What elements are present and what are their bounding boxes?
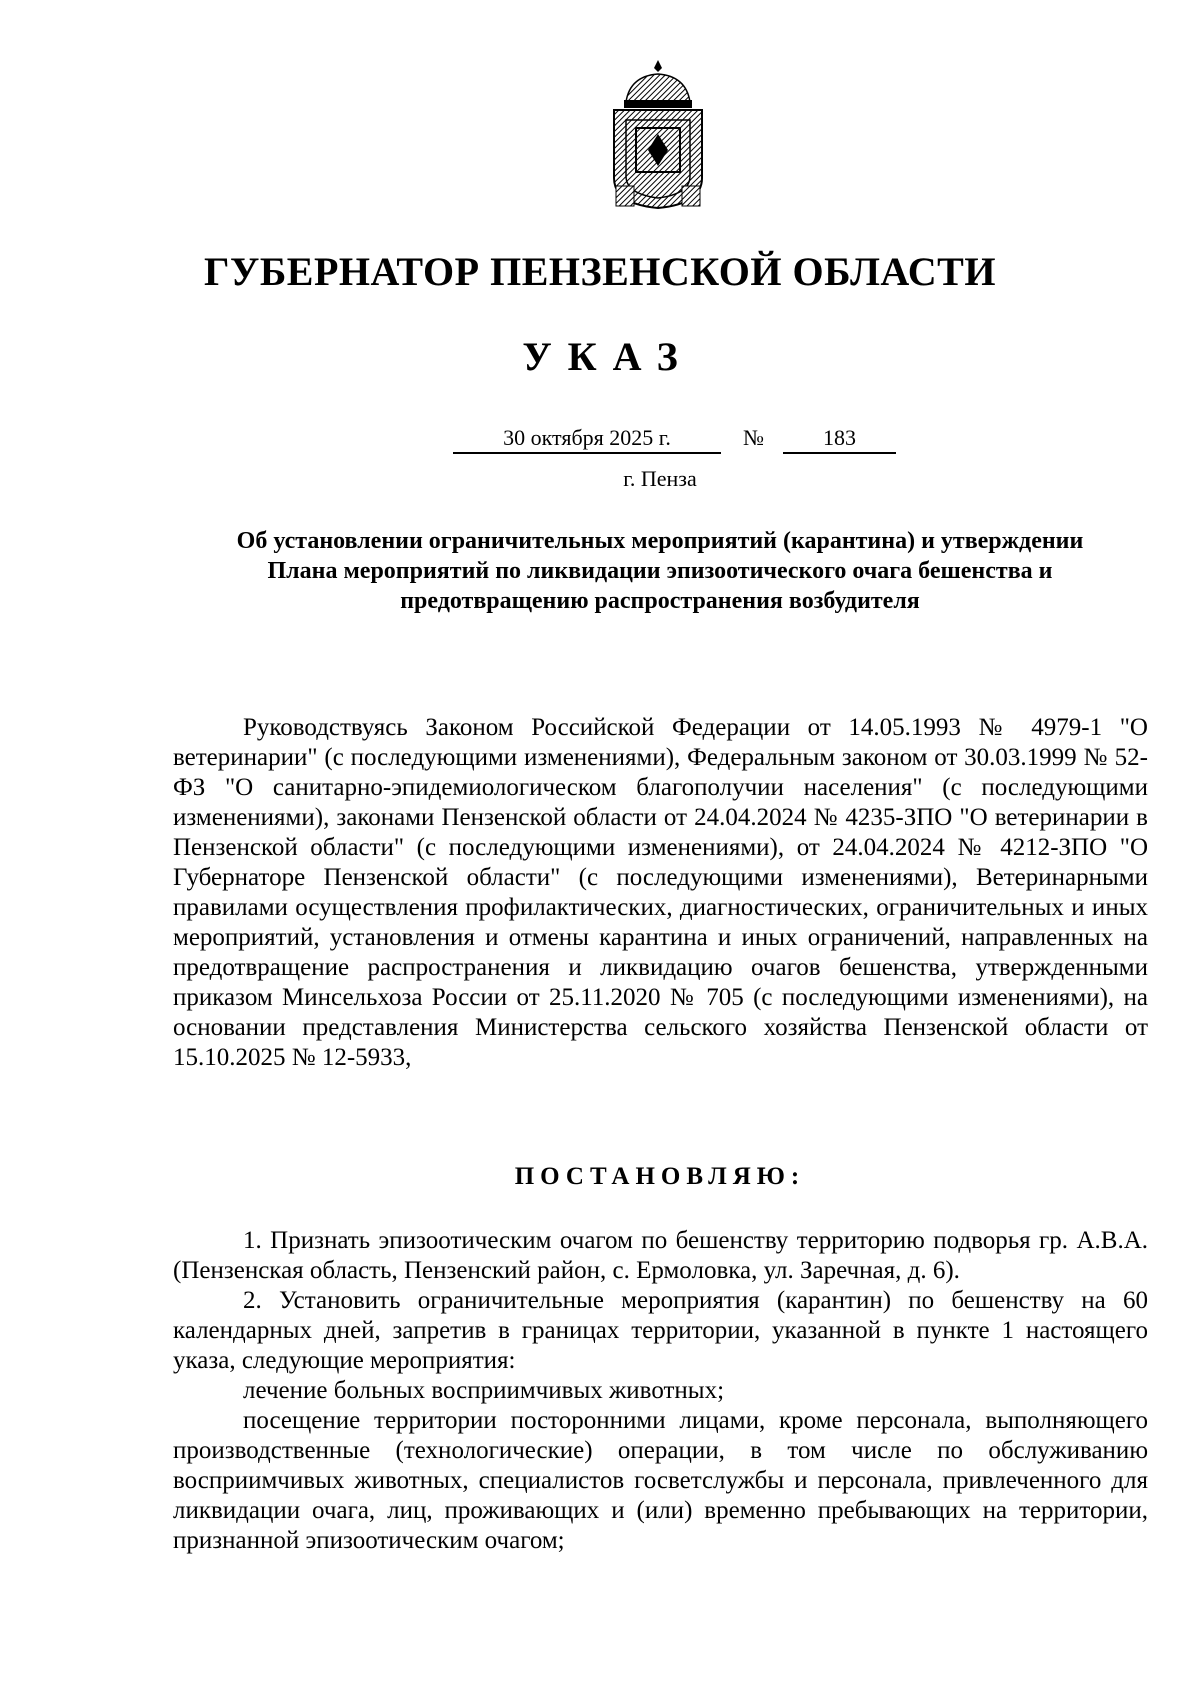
document-date: 30 октября 2025 г.: [453, 424, 721, 454]
document-type-heading: УКАЗ: [522, 334, 694, 379]
item-paragraph: посещение территории посторонними лицами, кроме персонала, выполняющего производственные (технологические) операции, в том числе по обслуживанию восприимчивых животных, специалистов госветслужбы и персонала, привлеченного для ликвидации очага, лиц, проживающих и (или) временно пребывающих на территории, признанной эпизоотическим очагом;: [173, 1407, 1148, 1554]
decree-heading: ПОСТАНОВЛЯЮ:: [514, 1163, 806, 1190]
item-paragraph: лечение больных восприимчивых животных;: [243, 1377, 725, 1404]
item-paragraph: 2. Установить ограничительные мероприятия (карантин) по бешенству на 60 календарных дней, запретив в границах территории, указанной в пункте 1 настоящего указа, следующие мероприятия:: [173, 1287, 1148, 1374]
document-number: 183: [783, 424, 896, 454]
items-block: [173, 1226, 1148, 1556]
authority-heading: ГУБЕРНАТОР ПЕНЗЕНСКОЙ ОБЛАСТИ: [204, 249, 996, 294]
number-sign: №: [743, 425, 764, 450]
city-label: г. Пенза: [623, 466, 697, 491]
preamble-paragraph: Руководствуясь Законом Российской Федерации от 14.05.1993 № 4979-1 "О ветеринарии" (с последующими изменениями), Федеральным законом от 30.03.1999 № 52-ФЗ "О санитарно-эпидемиологическом благополучии населения" (с последующими изменениями), законами Пензенской области от 24.04.2024 № 4235-ЗПО "О ветеринарии в Пензенской области" (с последующими изменениями), от 24.04.2024 № 4212-ЗПО "О Губернаторе Пензенской области" (с последующими изменениями), Ветеринарными правилами осуществления профилактических, диагностических, ограничительных и иных мероприятий, установления и отмены карантина и иных ограничений, направленных на предотвращение распространения и ликвидацию очагов бешенства, утвержденными приказом Минсельхоза России от 25.11.2020 № 705 (с последующими изменениями), на основании представления Министерства сельского хозяйства Пензенской области от 15.10.2025 № 12-5933,: [173, 714, 1148, 1071]
preamble-block: [173, 713, 1148, 1073]
item-paragraph: 1. Признать эпизоотическим очагом по бешенству территорию подворья гр. А.В.А. (Пензенская область, Пензенский район, с. Ермоловка, ул. Заречная, д. 6).: [173, 1227, 1148, 1284]
document-title: Об установлении ограничительных мероприятий (карантина) и утверждении Плана мероприятий по ликвидации эпизоотического очага бешенства и предотвращению распространения возбудителя: [236, 528, 1084, 614]
coat-of-arms-emblem: [608, 58, 708, 210]
